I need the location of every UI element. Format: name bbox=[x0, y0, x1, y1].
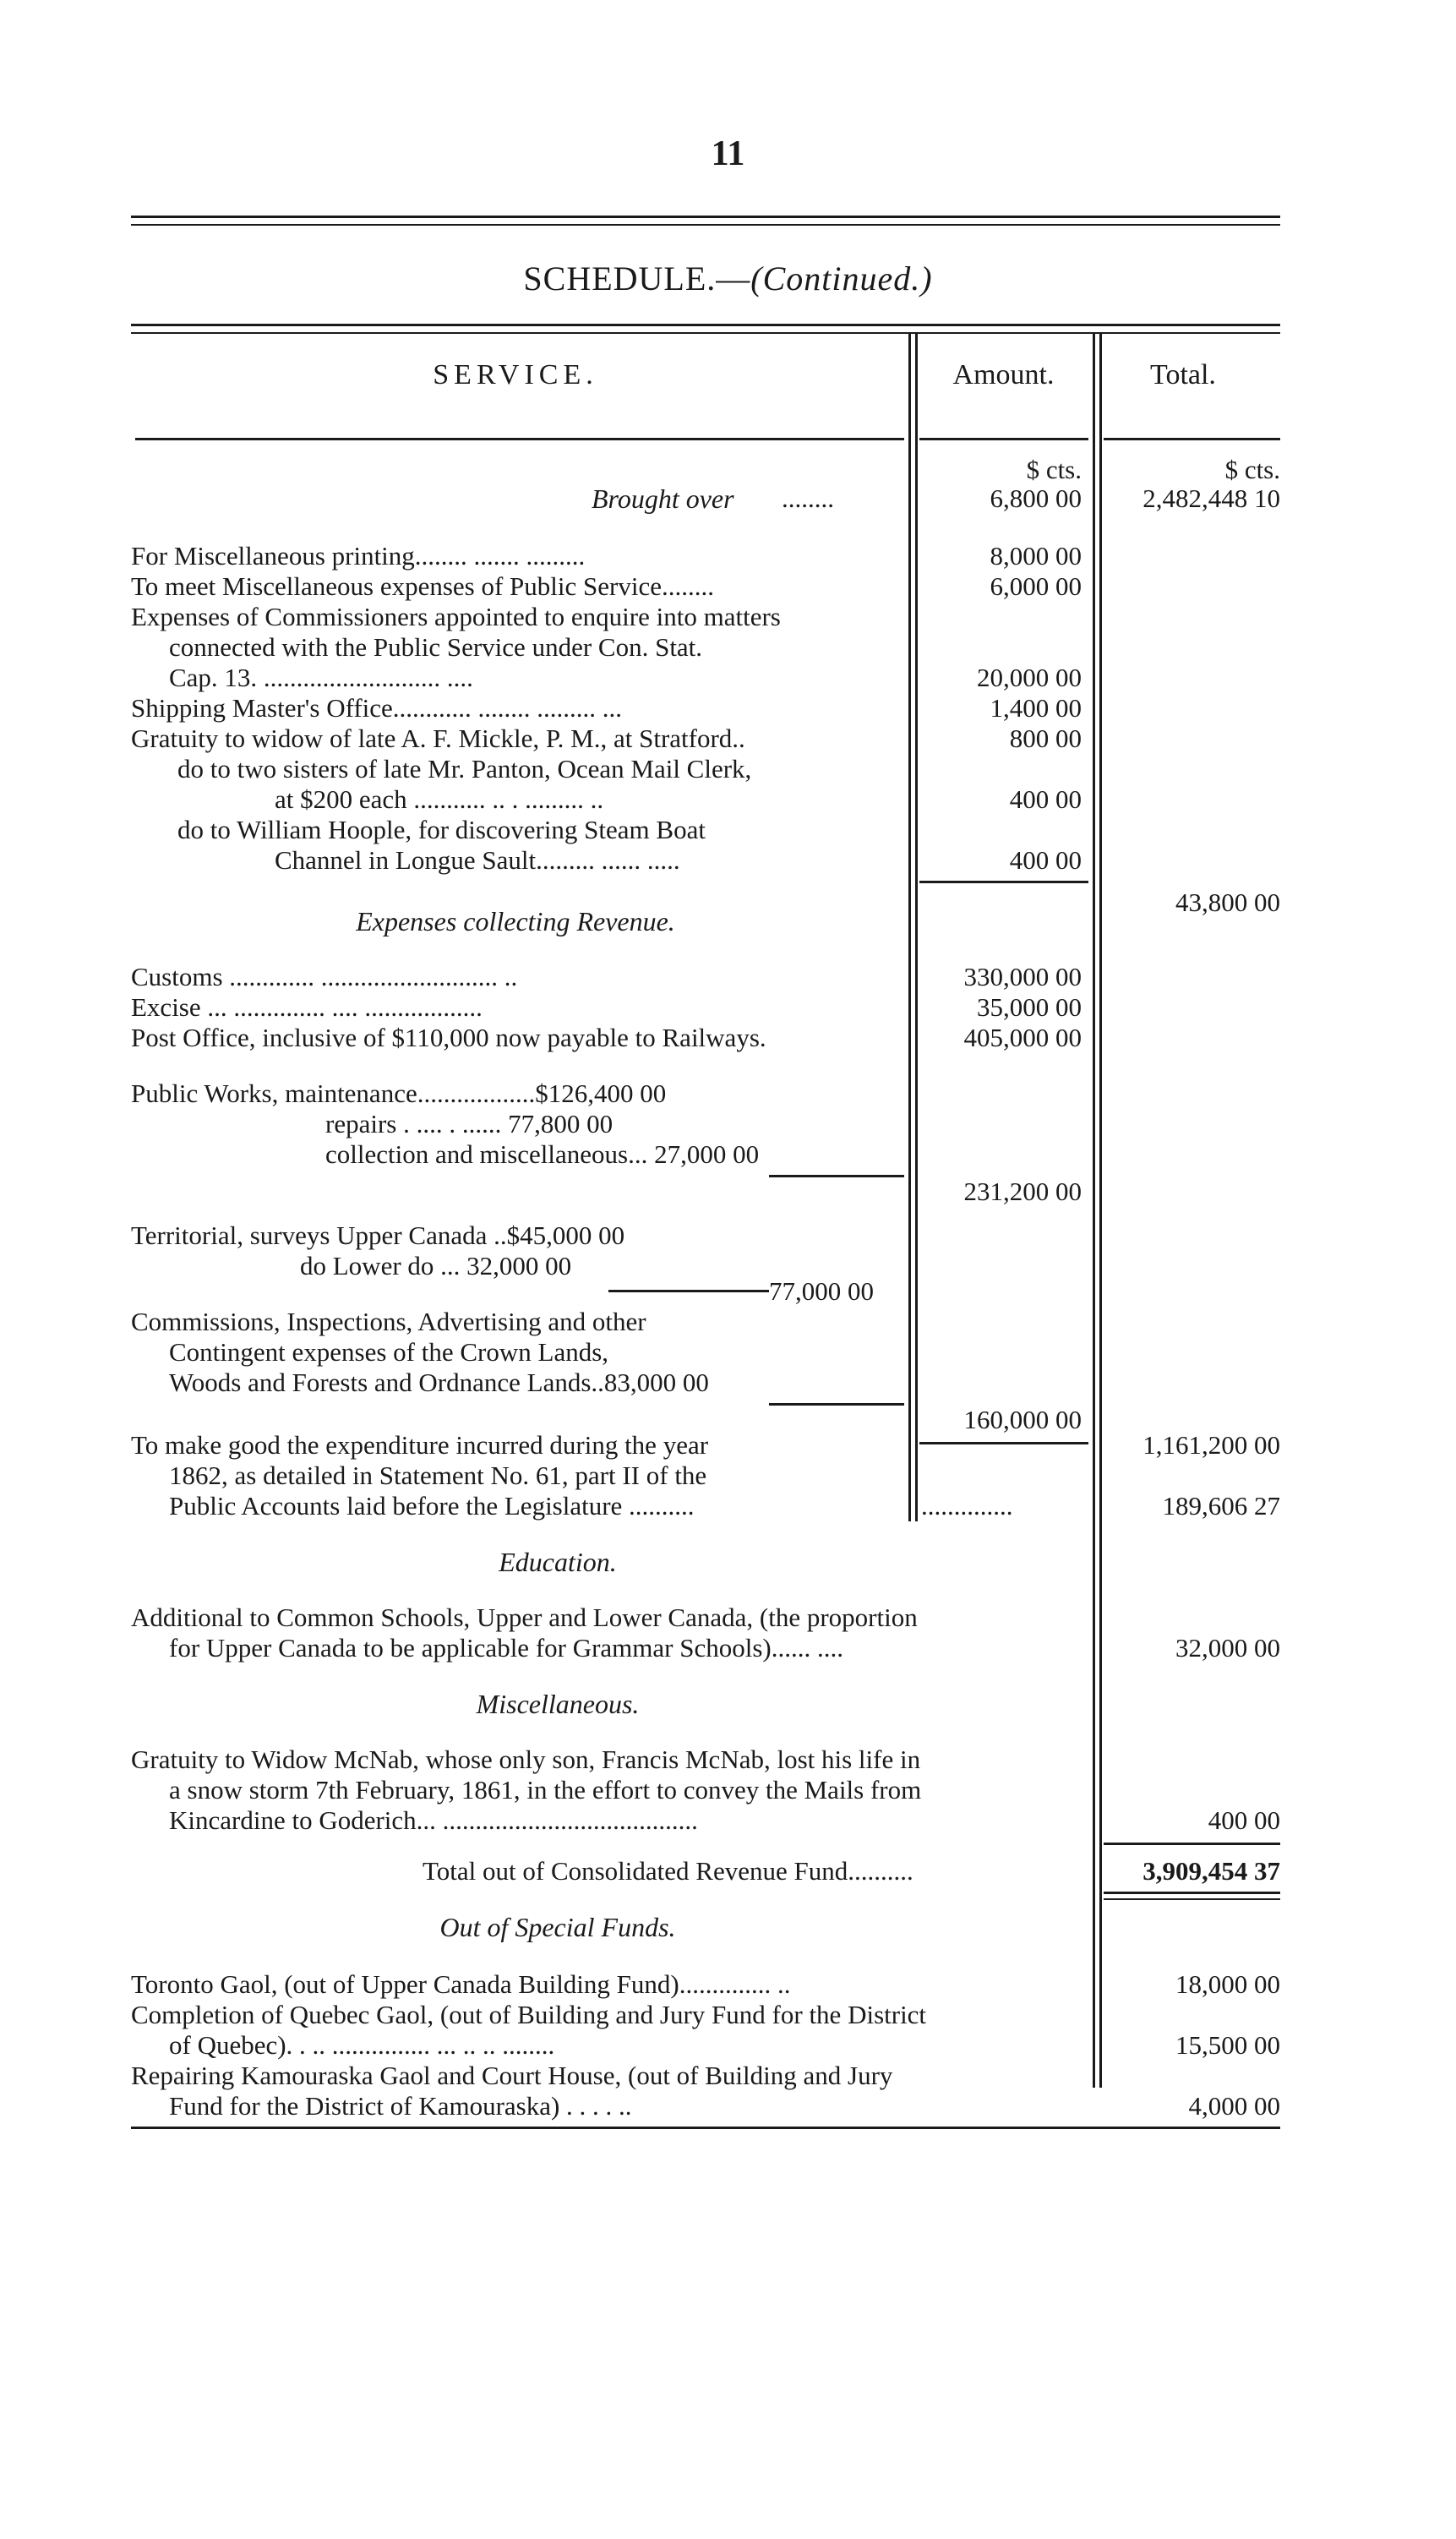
brought-over-dots: ........ bbox=[782, 483, 834, 513]
header-top-rule bbox=[131, 324, 1280, 326]
public-works-sum-rule bbox=[769, 1175, 904, 1177]
title-main: SCHEDULE.— bbox=[523, 259, 751, 298]
misc-item-commissioners-line1: Expenses of Commissioners appointed to enquire into matters bbox=[131, 602, 781, 631]
commissions-line2: Contingent expenses of the Crown Lands, bbox=[169, 1337, 609, 1367]
misc-item-shipping: Shipping Master's Office............ ........ ......... ... bbox=[131, 693, 623, 723]
special-kamouraska-total: 4,000 00 bbox=[1188, 2091, 1280, 2121]
special-quebec-gaol-total: 15,500 00 bbox=[1175, 2030, 1280, 2060]
commissions-line1: Commissions, Inspections, Advertising and other bbox=[131, 1307, 646, 1336]
schedule-title bbox=[0, 259, 1456, 298]
brought-over-amount: 6,800 00 bbox=[990, 483, 1082, 513]
total-unit: $ cts. bbox=[1224, 455, 1280, 484]
education-line1: Additional to Common Schools, Upper and Lower Canada, (the proportion bbox=[131, 1603, 918, 1632]
misc-item-hoople-line1: do to William Hoople, for discovering Steam Boat bbox=[177, 815, 706, 844]
education-line2: for Upper Canada to be applicable for Grammar Schools)...... .... bbox=[169, 1633, 843, 1663]
special-quebec-gaol-line1: Completion of Quebec Gaol, (out of Building and Jury Fund for the District bbox=[131, 2000, 927, 2029]
misc-item-panton-line1: do to two sisters of late Mr. Panton, Ocean Mail Clerk, bbox=[177, 754, 752, 784]
brought-over-label: Brought over bbox=[592, 483, 734, 514]
public-works-repairs: repairs . .... . ...... 77,800 00 bbox=[325, 1109, 613, 1138]
misc-total: 43,800 00 bbox=[1175, 887, 1280, 917]
revenue-sum-rule bbox=[919, 1442, 1088, 1444]
consolidated-rule-top bbox=[1104, 1843, 1280, 1845]
misc-item-printing: For Miscellaneous printing........ ....... ......... bbox=[131, 541, 586, 571]
make-good-line2: 1862, as detailed in Statement No. 61, part II of the bbox=[169, 1461, 707, 1490]
consolidated-label: Total out of Consolidated Revenue Fund.......... bbox=[423, 1856, 913, 1886]
revenue-customs-amount: 330,000 00 bbox=[963, 962, 1082, 991]
miscellaneous-line2: a snow storm 7th February, 1861, in the effort to convey the Mails from bbox=[169, 1775, 922, 1805]
amount-unit: $ cts. bbox=[1026, 455, 1082, 484]
expenses-heading: Expenses collecting Revenue. bbox=[356, 906, 675, 936]
special-toronto-gaol-total: 18,000 00 bbox=[1175, 1969, 1280, 1999]
special-funds-heading: Out of Special Funds. bbox=[439, 1912, 676, 1942]
misc-item-printing-amount: 8,000 00 bbox=[990, 541, 1082, 571]
misc-sum-rule bbox=[919, 881, 1088, 883]
misc-item-hoople-line2: Channel in Longue Sault......... ...... ..... bbox=[275, 845, 680, 875]
special-kamouraska-line1: Repairing Kamouraska Gaol and Court House, (out of Building and Jury bbox=[131, 2061, 893, 2090]
misc-item-gratuity-mickle-amount: 800 00 bbox=[1009, 723, 1082, 753]
special-quebec-gaol-line2: of Quebec). . .. ............... ... .. .. ........ bbox=[169, 2030, 555, 2060]
brought-over-total: 2,482,448 10 bbox=[1142, 483, 1280, 513]
make-good-line3: Public Accounts laid before the Legislature .......... bbox=[169, 1491, 695, 1521]
territorial-lower: do Lower do ... 32,000 00 bbox=[300, 1251, 572, 1280]
miscellaneous-line3: Kincardine to Goderich... ....................................... bbox=[169, 1805, 698, 1835]
top-rule-thin bbox=[131, 224, 1280, 226]
title-continued: (Continued.) bbox=[750, 259, 933, 298]
territorial-amount: 160,000 00 bbox=[963, 1405, 1082, 1434]
header-bottom-rule-amount bbox=[919, 438, 1088, 440]
miscellaneous-heading: Miscellaneous. bbox=[476, 1689, 640, 1719]
header-service: SERVICE. bbox=[433, 359, 598, 390]
make-good-total: 189,606 27 bbox=[1162, 1491, 1280, 1521]
top-rule bbox=[131, 216, 1280, 218]
consolidated-rule-bottom-thin bbox=[1104, 1898, 1280, 1900]
revenue-post-office-amount: 405,000 00 bbox=[963, 1023, 1082, 1052]
misc-item-panton-line2: at $200 each ........... .. . ......... .. bbox=[275, 784, 604, 814]
page-number: 11 bbox=[711, 134, 745, 173]
public-works-collection: collection and miscellaneous... 27,000 00 bbox=[325, 1139, 760, 1169]
header-bottom-rule-service bbox=[135, 438, 904, 440]
misc-item-gratuity-mickle: Gratuity to widow of late A. F. Mickle, P. M., at Stratford.. bbox=[131, 723, 745, 753]
miscellaneous-total: 400 00 bbox=[1208, 1805, 1280, 1835]
consolidated-rule-bottom bbox=[1104, 1892, 1280, 1894]
make-good-dots: .............. bbox=[921, 1491, 1013, 1521]
header-amount: Amount. bbox=[952, 359, 1055, 390]
revenue-excise: Excise ... .............. .... .................. bbox=[131, 992, 483, 1022]
misc-item-expenses-amount: 6,000 00 bbox=[990, 571, 1082, 601]
territorial-upper: Territorial, surveys Upper Canada ..$45,000 00 bbox=[131, 1220, 625, 1250]
revenue-excise-amount: 35,000 00 bbox=[977, 992, 1082, 1022]
misc-item-commissioners-amount: 20,000 00 bbox=[977, 663, 1082, 692]
public-works-maintenance: Public Works, maintenance..................$126,400 00 bbox=[131, 1078, 667, 1108]
territorial-sum: 77,000 00 bbox=[769, 1276, 874, 1306]
header-total: Total. bbox=[1150, 359, 1216, 390]
special-kamouraska-line2: Fund for the District of Kamouraska) . . . . .. bbox=[169, 2091, 632, 2121]
misc-item-shipping-amount: 1,400 00 bbox=[990, 693, 1082, 723]
col-rule-2a bbox=[1093, 334, 1095, 2088]
public-works-amount: 231,200 00 bbox=[963, 1177, 1082, 1206]
make-good-line1: To make good the expenditure incurred during the year bbox=[131, 1430, 709, 1460]
misc-item-commissioners-line3: Cap. 13. ........................... .... bbox=[169, 663, 473, 692]
bottom-rule bbox=[131, 2127, 1280, 2129]
miscellaneous-line1: Gratuity to Widow McNab, whose only son, Francis McNab, lost his life in bbox=[131, 1745, 921, 1774]
misc-item-commissioners-line2: connected with the Public Service under Con. Stat. bbox=[169, 632, 703, 662]
education-heading: Education. bbox=[499, 1547, 617, 1577]
revenue-customs: Customs ............. ........................... .. bbox=[131, 962, 518, 991]
consolidated-total: 3,909,454 37 bbox=[1142, 1856, 1280, 1886]
misc-item-panton-amount: 400 00 bbox=[1009, 784, 1082, 814]
header-top-rule-thin bbox=[131, 332, 1280, 334]
header-bottom-rule-total bbox=[1104, 438, 1280, 440]
special-toronto-gaol: Toronto Gaol, (out of Upper Canada Building Fund).............. .. bbox=[131, 1969, 791, 1999]
revenue-total: 1,161,200 00 bbox=[1142, 1430, 1280, 1460]
territorial-sum-rule bbox=[608, 1290, 769, 1292]
revenue-post-office: Post Office, inclusive of $110,000 now payable to Railways. bbox=[131, 1023, 766, 1052]
education-total: 32,000 00 bbox=[1175, 1633, 1280, 1663]
misc-item-expenses: To meet Miscellaneous expenses of Public Service........ bbox=[131, 571, 714, 601]
commissions-line3: Woods and Forests and Ordnance Lands..83,000 00 bbox=[169, 1368, 709, 1397]
territorial-total-rule bbox=[769, 1403, 904, 1406]
misc-item-hoople-amount: 400 00 bbox=[1009, 845, 1082, 875]
